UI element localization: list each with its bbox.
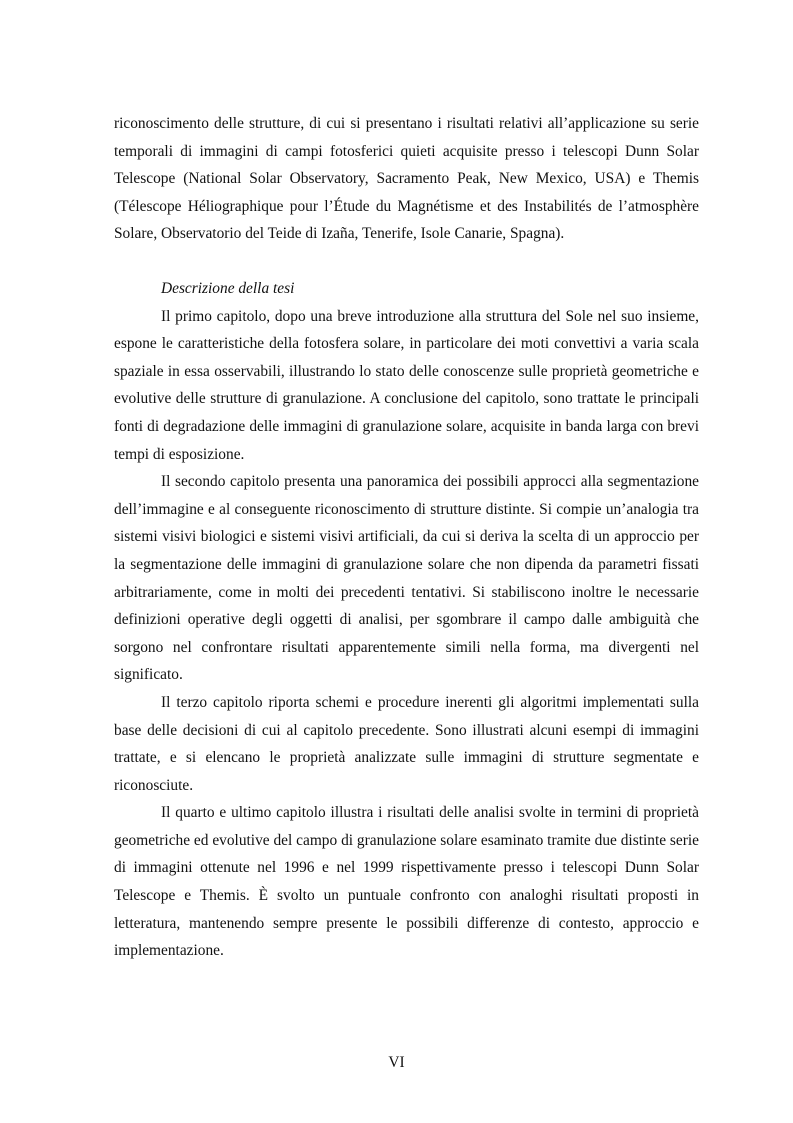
thesis-description-section	[114, 275, 699, 965]
paragraph-chapter-2: Il secondo capitolo presenta una panoramica dei possibili approcci alla segmentazione dell’immagine e al conseguente riconoscimento di strutture distinte. Si compie un’analogia tra sistemi visivi biologici e sistemi visivi artificiali, da cui si deriva la scelta di un approccio per la segmentazione delle immagini di granulazione solare che non dipenda da parametri fissati arbitrariamente, come in molti dei precedenti tentativi. Si stabiliscono inoltre le necessarie definizioni operative degli oggetti di analisi, per sgombrare il campo dalle ambiguità che sorgono nel confrontare risultati apparentemente simili nella forma, ma divergenti nel significato.	[114, 473, 699, 684]
paragraph-chapter-1: Il primo capitolo, dopo una breve introduzione alla struttura del Sole nel suo insieme, espone le caratteristiche della fotosfera solare, in particolare dei moti convettivi a varia scala spaziale in essa osservabili, illustrando lo stato delle conoscenze sulle proprietà geometriche e evolutive delle strutture di granulazione. A conclusione del capitolo, sono trattate le principali fonti di degradazione delle immagini di granulazione solare, acquisite in banda larga con brevi tempi di esposizione.	[114, 307, 699, 463]
paragraph-chapter-3: Il terzo capitolo riporta schemi e procedure inerenti gli algoritmi implementati sulla base delle decisioni di cui al capitolo precedente. Sono illustrati alcuni esempi di immagini trattate, e si elencano le proprietà analizzate sulle immagini di strutture segmentate e riconosciute.	[114, 693, 699, 794]
intro-paragraph: riconoscimento delle strutture, di cui si presentano i risultati relativi all’applicazione su serie temporali di immagini di campi fotosferici quieti acquisite presso i telescopi Dunn Solar Telescope (National Solar Observatory, Sacramento Peak, New Mexico, USA) e Themis (Télescope Héliographique pour l’Étude du Magnétisme et des Instabilités de l’atmosphère Solare, Observatorio del Teide di Izaña, Tenerife, Isole Canarie, Spagna).	[114, 115, 699, 243]
paragraph-chapter-4: Il quarto e ultimo capitolo illustra i risultati delle analisi svolte in termini di proprietà geometriche ed evolutive del campo di granulazione solare esaminato tramite due distinte serie di immagini ottenute nel 1996 e nel 1999 rispettivamente presso i telescopi Dunn Solar Telescope e Themis. È svolto un puntuale confronto con analoghi risultati proposti in letteratura, mantenendo sempre presente le possibili differenze di contesto, approccio e implementazione.	[114, 804, 699, 960]
page-number: VI	[388, 1054, 405, 1071]
intro-text	[114, 110, 699, 248]
section-heading: Descrizione della tesi	[161, 280, 295, 297]
